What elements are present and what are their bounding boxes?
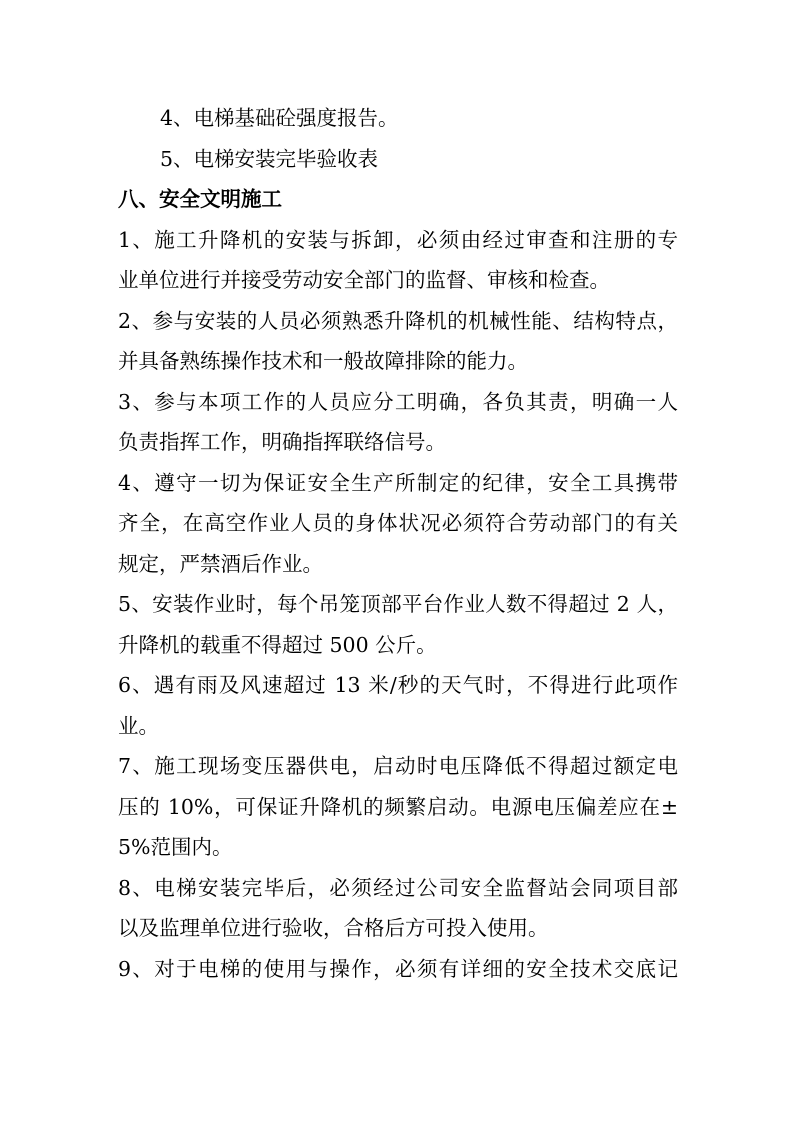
item-8-line-1: 8、电梯安装完毕后，必须经过公司安全监督站会同项目部 [118,875,678,900]
item-2-line-1: 2、参与安装的人员必须熟悉升降机的机械性能、结构特点， [118,308,678,333]
item-9-line-1: 9、对于电梯的使用与操作，必须有详细的安全技术交底记 [118,956,678,981]
item-2-line-2: 并具备熟练操作技术和一般故障排除的能力。 [118,349,528,373]
item-7-line-2: 压的 10%，可保证升降机的频繁启动。电源电压偏差应在± [118,794,678,819]
item-3-line-1: 3、参与本项工作的人员应分工明确，各负其责，明确一人 [118,389,678,414]
list-item-5: 5、电梯安装完毕验收表 [160,146,379,171]
item-3-line-2: 负责指挥工作，明确指挥联络信号。 [118,430,446,454]
item-1-line-1: 1、施工升降机的安装与拆卸，必须由经过审查和注册的专 [118,227,678,252]
list-item-4: 4、电梯基础砼强度报告。 [160,106,399,130]
item-4-line-3: 规定，严禁酒后作业。 [118,551,323,576]
item-6-line-2: 业。 [118,713,159,738]
section-title: 八、安全文明施工 [118,187,282,211]
item-8-line-2: 以及监理单位进行验收，合格后方可投入使用。 [118,916,549,940]
item-5-line-2: 升降机的载重不得超过 500 公斤。 [118,632,437,657]
item-6-line-1: 6、遇有雨及风速超过 13 米/秒的天气时，不得进行此项作 [118,673,678,697]
item-1-line-2: 业单位进行并接受劳动安全部门的监督、审核和检查。 [118,268,610,292]
item-7-line-1: 7、施工现场变压器供电，启动时电压降低不得超过额定电 [118,754,678,778]
document-body [118,98,678,989]
item-4-line-1: 4、遵守一切为保证安全生产所制定的纪律，安全工具携带 [118,470,678,495]
item-4-line-2: 齐全，在高空作业人员的身体状况必须符合劳动部门的有关 [118,511,678,535]
item-5-line-1: 5、安装作业时，每个吊笼顶部平台作业人数不得超过 2 人， [118,592,678,616]
item-7-line-3: 5%范围内。 [118,835,233,859]
